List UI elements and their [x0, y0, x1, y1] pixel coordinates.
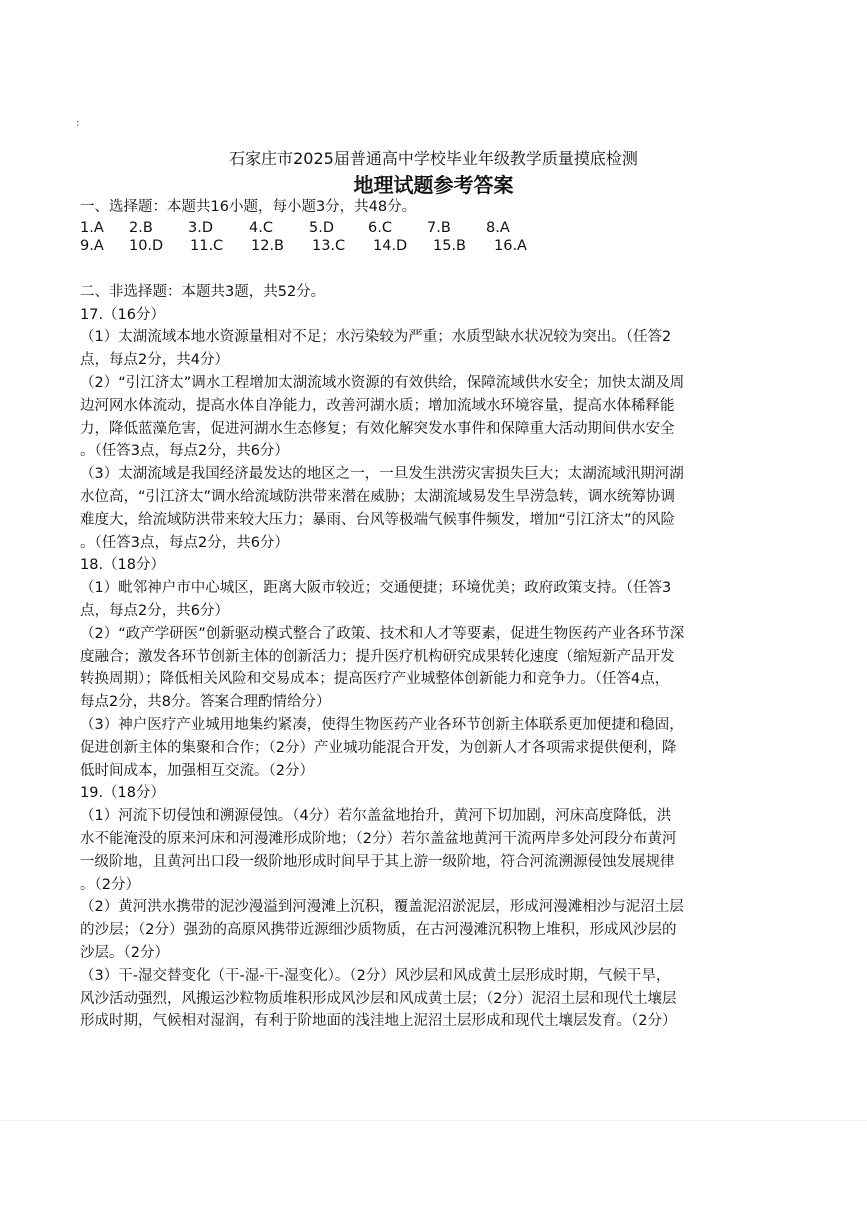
- answer-line: 点，每点2分，共6分）: [80, 602, 229, 619]
- answer-line: （2）黄河洪水携带的泥沙漫溢到河漫滩上沉积，覆盖泥沼淤泥层，形成河漫滩相沙与泥沼土层: [80, 899, 684, 916]
- answer-line: 低时间成本，加强相互交流。（2分）: [80, 762, 314, 779]
- section2-heading: 二、非选择题：本题共3题，共52分。: [80, 283, 326, 300]
- answer-line: 。（任答3点，每点2分，共6分）: [80, 534, 289, 551]
- answer-line: 。（任答3点，每点2分，共6分）: [80, 443, 289, 460]
- answer-line: 19.（18分）: [80, 785, 166, 802]
- answer-line: （1）河流下切侵蚀和溯源侵蚀。（4分）若尔盖盆地抬升，黄河下切加剧，河床高度降低，洪: [80, 808, 672, 825]
- answer-item: 2.B: [129, 219, 153, 236]
- answer-line: 。（2分）: [80, 876, 140, 893]
- answer-line: 18.（18分）: [80, 557, 166, 574]
- answer-line: 转换周期）；降低相关风险和交易成本；提高医疗产业城整体创新能力和竞争力。（任答4点，: [80, 671, 670, 688]
- answer-item: 12.B: [251, 237, 285, 254]
- answer-item: 7.B: [427, 219, 451, 236]
- answer-item: 5.D: [309, 219, 334, 236]
- answer-line: （2）“引江济太”调水工程增加太湖流域水资源的有效供给，保障流域供水安全；加快太湖及周: [80, 374, 685, 391]
- answer-line: （3）神户医疗产业城用地集约紧凑，使得生物医药产业各环节创新主体联系更加便捷和稳固，: [80, 716, 684, 733]
- answer-item: 6.C: [368, 219, 392, 236]
- answer-line: 水位高，“引江济太”调水给流域防洪带来潜在威胁；太湖流域易发生旱涝急转，调水统筹协调: [80, 488, 676, 505]
- answer-item: 8.A: [486, 219, 510, 236]
- page-bottom-divider: [0, 1120, 867, 1121]
- answer-line: 沙层。（2分）: [80, 944, 169, 961]
- answer-content: [80, 196, 788, 1033]
- answer-line: 的沙层；（2分）强劲的高原风携带近源细沙质物质，在古河漫滩沉积物上堆积，形成风沙层的: [80, 922, 677, 939]
- answer-line: （3）太湖流域是我国经济最发达的地区之一，一旦发生洪涝灾害损失巨大；太湖流域汛期河湖: [80, 466, 684, 483]
- answer-line: 一级阶地，且黄河出口段一级阶地形成时间早于其上游一级阶地，符合河流溯源侵蚀发展规律: [80, 853, 675, 870]
- answer-line: 边河网水体流动，提高水体自净能力，改善河湖水质；增加流域水环境容量，提高水体稀释能: [80, 397, 675, 414]
- answer-row-2: [80, 237, 788, 255]
- answer-line: （1）毗邻神户市中心城区，距离大阪市较近；交通便捷；环境优美；政府政策支持。（任答3: [80, 580, 672, 597]
- document-title: 石家庄市2025届普通高中学校毕业年级教学质量摸底检测: [229, 149, 638, 168]
- answer-item: 14.D: [373, 237, 408, 254]
- answer-line: 水不能淹没的原来河床和河漫滩形成阶地；（2分）若尔盖盆地黄河干流两岸多处河段分布黄河: [80, 830, 677, 847]
- answer-row-1: [80, 219, 788, 237]
- answer-item: 15.B: [433, 237, 467, 254]
- answer-line: （1）太湖流域本地水资源量相对不足；水污染较为严重；水质型缺水状况较为突出。（任答2: [80, 329, 672, 346]
- answer-item: 9.A: [80, 237, 104, 254]
- answer-line: 度融合；激发各环节创新主体的创新活力；提升医疗机构研究成果转化速度（缩短新产品开发: [80, 648, 675, 665]
- answer-line: 形成时期，气候相对湿润，有利于阶地面的浅洼地上泥沼土层形成和现代土壤层发育。（2分）: [80, 1013, 677, 1030]
- answer-line: 风沙活动强烈，风搬运沙粒物质堆积形成风沙层和风成黄土层；（2分）泥沼土层和现代土壤层: [80, 990, 677, 1007]
- answer-line: （2）“政产学研医”创新驱动模式整合了政策、技术和人才等要素，促进生物医药产业各环节深: [80, 625, 685, 642]
- corner-mark: :: [76, 118, 80, 129]
- answer-line: 促进创新主体的集聚和合作；（2分）产业城功能混合开发，为创新人才各项需求提供便利，降: [80, 739, 677, 756]
- answer-line: 17.（16分）: [80, 306, 166, 323]
- answer-item: 13.C: [312, 237, 346, 254]
- section1-heading: 一、选择题：本题共16小题，每小题3分，共48分。: [80, 199, 417, 215]
- answer-line: （3）干-湿交替变化（干-湿-干-湿变化）。（2分）风沙层和风成黄土层形成时期，气候干旱，: [80, 967, 671, 984]
- answer-item: 1.A: [80, 219, 104, 236]
- answer-item: 4.C: [249, 219, 273, 236]
- answer-item: 16.A: [494, 237, 527, 254]
- document-subtitle: 地理试题参考答案: [353, 173, 514, 197]
- answer-line: 每点2分，共8分。答案合理酌情给分）: [80, 694, 331, 711]
- answer-item: 10.D: [129, 237, 164, 254]
- answer-line: 力，降低蓝藻危害，促进河湖水生态修复；有效化解突发水事件和保障重大活动期间供水安全: [80, 420, 675, 437]
- answer-item: 11.C: [190, 237, 224, 254]
- answer-line: 难度大，给流域防洪带来较大压力；暴雨、台风等极端气候事件频发，增加“引江济太”的风险: [80, 511, 676, 528]
- section2-body: [80, 304, 788, 1034]
- answer-line: 点，每点2分，共4分）: [80, 352, 229, 369]
- answer-item: 3.D: [188, 219, 213, 236]
